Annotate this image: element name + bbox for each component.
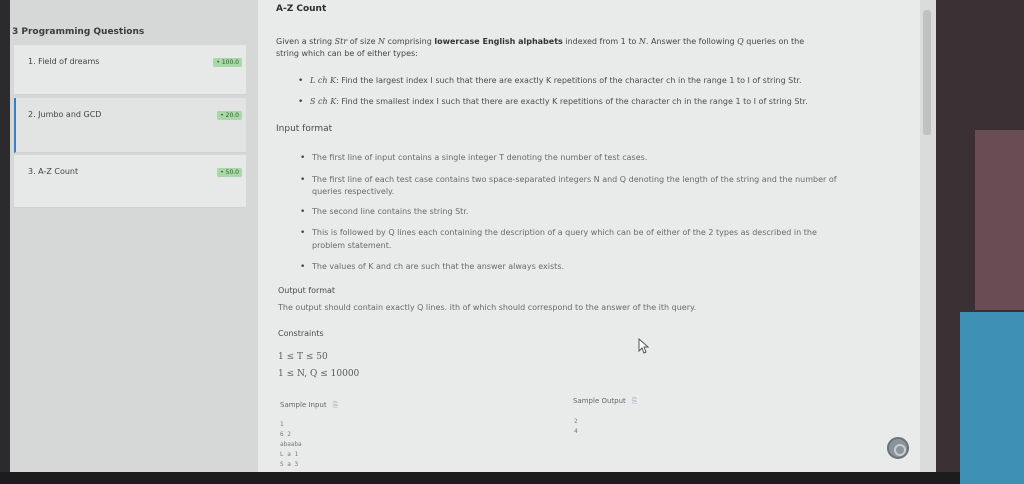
input-bullet: • The second line contains the string Str. xyxy=(300,206,916,218)
problem-title: A-Z Count xyxy=(276,4,327,14)
sample-input-line: abaaba xyxy=(280,441,302,448)
sample-input-line: 6 2 xyxy=(280,431,291,438)
output-format-text: The output should contain exactly Q lines. ith of which should correspond to the answer of the ith query. xyxy=(278,303,697,312)
constraints-heading: Constraints xyxy=(278,329,324,338)
monitor-bezel xyxy=(0,472,960,484)
constraint-t: 1 ≤ T ≤ 50 xyxy=(278,352,328,362)
query-type-l: • L ch K: Find the largest index I such that there are exactly K repetitions of the character ch in the range 1 to I of string Str. xyxy=(298,75,918,87)
sample-input-line: L a 1 xyxy=(280,451,299,458)
question-label: 1. Field of dreams xyxy=(28,57,100,66)
score-badge: • 100.0 xyxy=(213,58,242,67)
question-sidebar xyxy=(10,0,258,472)
environment-wall xyxy=(975,130,1024,310)
vertical-scrollbar[interactable] xyxy=(920,0,936,472)
help-chat-button[interactable] xyxy=(887,437,909,459)
input-bullet: • This is followed by Q lines each containing the description of a query which can be of either of the 2 types as described in the xyxy=(300,227,916,239)
input-format-heading: Input format xyxy=(276,124,333,134)
question-label: 3. A-Z Count xyxy=(28,167,79,176)
screen xyxy=(10,0,936,472)
query-type-s: • S ch K: Find the smallest index I such that there are exactly K repetitions of the character ch in the range 1 to I of string Str. xyxy=(298,96,918,108)
input-bullet: • The values of K and ch are such that the answer always exists. xyxy=(300,261,916,273)
score-badge: • 20.0 xyxy=(217,111,242,120)
mouse-cursor-icon xyxy=(638,338,650,354)
output-format-heading: Output format xyxy=(278,286,336,295)
question-item-jumbo-and-gcd[interactable] xyxy=(14,98,246,153)
environment-object xyxy=(960,312,1024,484)
intro-paragraph: Given a string Str of size N comprising lowercase English alphabets indexed from 1 to N. Answer the following Q queries on the string which can be of either types: xyxy=(276,37,805,58)
constraint-nq: 1 ≤ N, Q ≤ 10000 xyxy=(278,369,360,379)
sidebar-title: 3 Programming Questions xyxy=(12,27,145,37)
copy-icon[interactable]: ⎘ xyxy=(631,397,638,405)
copy-icon[interactable]: ⎘ xyxy=(332,401,339,409)
sample-output-heading: Sample Output ⎘ xyxy=(573,397,638,405)
sample-output-line: 2 xyxy=(574,418,578,425)
question-item-field-of-dreams[interactable] xyxy=(14,45,246,95)
input-bullet-continued: problem statement. xyxy=(312,241,392,250)
sample-input-line: 1 xyxy=(280,421,284,428)
input-bullet: • The first line of input contains a single integer T denoting the number of test cases. xyxy=(300,152,916,164)
score-badge: • 50.0 xyxy=(217,168,242,177)
scrollbar-thumb[interactable] xyxy=(923,10,931,135)
question-label: 2. Jumbo and GCD xyxy=(28,110,102,119)
problem-statement xyxy=(276,0,920,472)
sample-input-heading: Sample Input ⎘ xyxy=(280,401,339,409)
question-item-a-z-count[interactable] xyxy=(14,155,246,208)
sample-input-line: S a 3 xyxy=(280,461,299,468)
sample-output-line: 4 xyxy=(574,428,578,435)
input-bullet-continued: queries respectively. xyxy=(312,187,395,196)
input-bullet: • The first line of each test case contains two space-separated integers N and Q denoting the length of the string and the number of xyxy=(300,174,916,186)
